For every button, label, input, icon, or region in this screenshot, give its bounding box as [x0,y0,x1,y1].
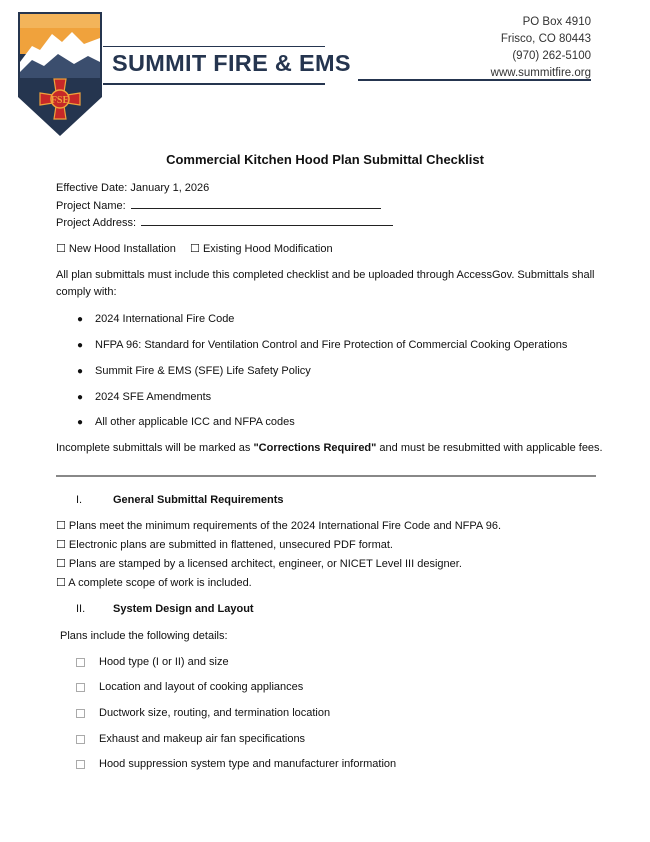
address-block [491,14,591,82]
design-item[interactable] [76,756,396,773]
design-item-text: Hood type (I or II) and size [99,656,229,668]
bullet-icon: ● [77,314,84,325]
effective-date: Effective Date: January 1, 2026 [56,182,210,194]
address-po-box: PO Box 4910 [522,16,591,28]
bullet-icon: ● [77,340,84,351]
section-1-number: I. [76,494,83,506]
address-phone: (970) 262-5100 [512,50,591,62]
project-address-field[interactable] [141,214,393,226]
general-req-item[interactable]: ☐ Plans are stamped by a licensed architect, engineer, or NICET Level III designer. [56,558,462,570]
brand-bottom-rule [103,83,325,85]
address-rule [358,79,591,81]
section-divider [56,475,596,477]
address-website[interactable]: www.summitfire.org [490,67,591,79]
address-city: Frisco, CO 80443 [500,33,591,45]
hood-option-row [56,241,333,258]
code-item-text: 2024 International Fire Code [95,313,235,325]
design-item[interactable] [76,731,305,748]
summit-fire-logo [18,10,102,136]
design-item-text: Ductwork size, routing, and termination location [99,707,331,719]
code-item-text: 2024 SFE Amendments [95,391,212,403]
new-hood-option[interactable]: ☐ New Hood Installation [56,243,176,255]
incomplete-note-prefix: Incomplete submittals will be marked as [56,442,254,454]
project-name-field[interactable] [131,197,381,209]
checkbox-icon[interactable] [76,683,85,692]
existing-hood-option[interactable]: ☐ Existing Hood Modification [190,243,333,255]
code-item-text: All other applicable ICC and NFPA codes [95,416,295,428]
checkbox-icon[interactable] [76,709,85,718]
bullet-icon: ● [77,392,84,403]
code-item-text: Summit Fire & EMS (SFE) Life Safety Policy [95,365,311,377]
section-2-title: System Design and Layout [113,603,254,615]
design-item-text: Exhaust and makeup air fan specifications [99,733,306,745]
corrections-required-text: "Corrections Required" [253,442,377,454]
intro-paragraph: All plan submittals must include this completed checklist and be uploaded through AccessGov. Submittals shall comply with: [56,269,595,298]
design-item[interactable] [76,705,330,722]
project-name-label: Project Name: [56,200,126,212]
design-item-text: Location and layout of cooking appliances [99,681,304,693]
project-name-row [56,197,381,215]
brand-name: SUMMIT FIRE & EMS [112,50,351,76]
incomplete-note-suffix: and must be resubmitted with applicable fees. [376,442,603,454]
project-address-row [56,214,393,232]
brand-top-rule [103,46,325,47]
project-address-label: Project Address: [56,217,137,229]
bullet-icon: ● [77,417,84,428]
section-2-number: II. [76,603,86,615]
section-1-title: General Submittal Requirements [113,494,284,506]
general-req-item[interactable]: ☐ A complete scope of work is included. [56,577,252,589]
design-intro: Plans include the following details: [60,630,228,642]
checkbox-icon[interactable] [76,735,85,744]
code-item-text: NFPA 96: Standard for Ventilation Control and Fire Protection of Commercial Cooking Operations [95,339,568,351]
design-item-text: Hood suppression system type and manufacturer information [99,758,397,770]
document-title: Commercial Kitchen Hood Plan Submittal Checklist [166,152,484,167]
design-item[interactable] [76,679,303,696]
checkbox-icon[interactable] [76,760,85,769]
logo-lettering: FSE [50,95,70,106]
checkbox-icon[interactable] [76,658,85,667]
bullet-icon: ● [77,366,84,377]
general-req-item[interactable]: ☐ Electronic plans are submitted in flattened, unsecured PDF format. [56,539,393,551]
incomplete-note [56,440,603,457]
design-item[interactable] [76,654,229,671]
general-req-item[interactable]: ☐ Plans meet the minimum requirements of the 2024 International Fire Code and NFPA 96. [56,520,501,532]
